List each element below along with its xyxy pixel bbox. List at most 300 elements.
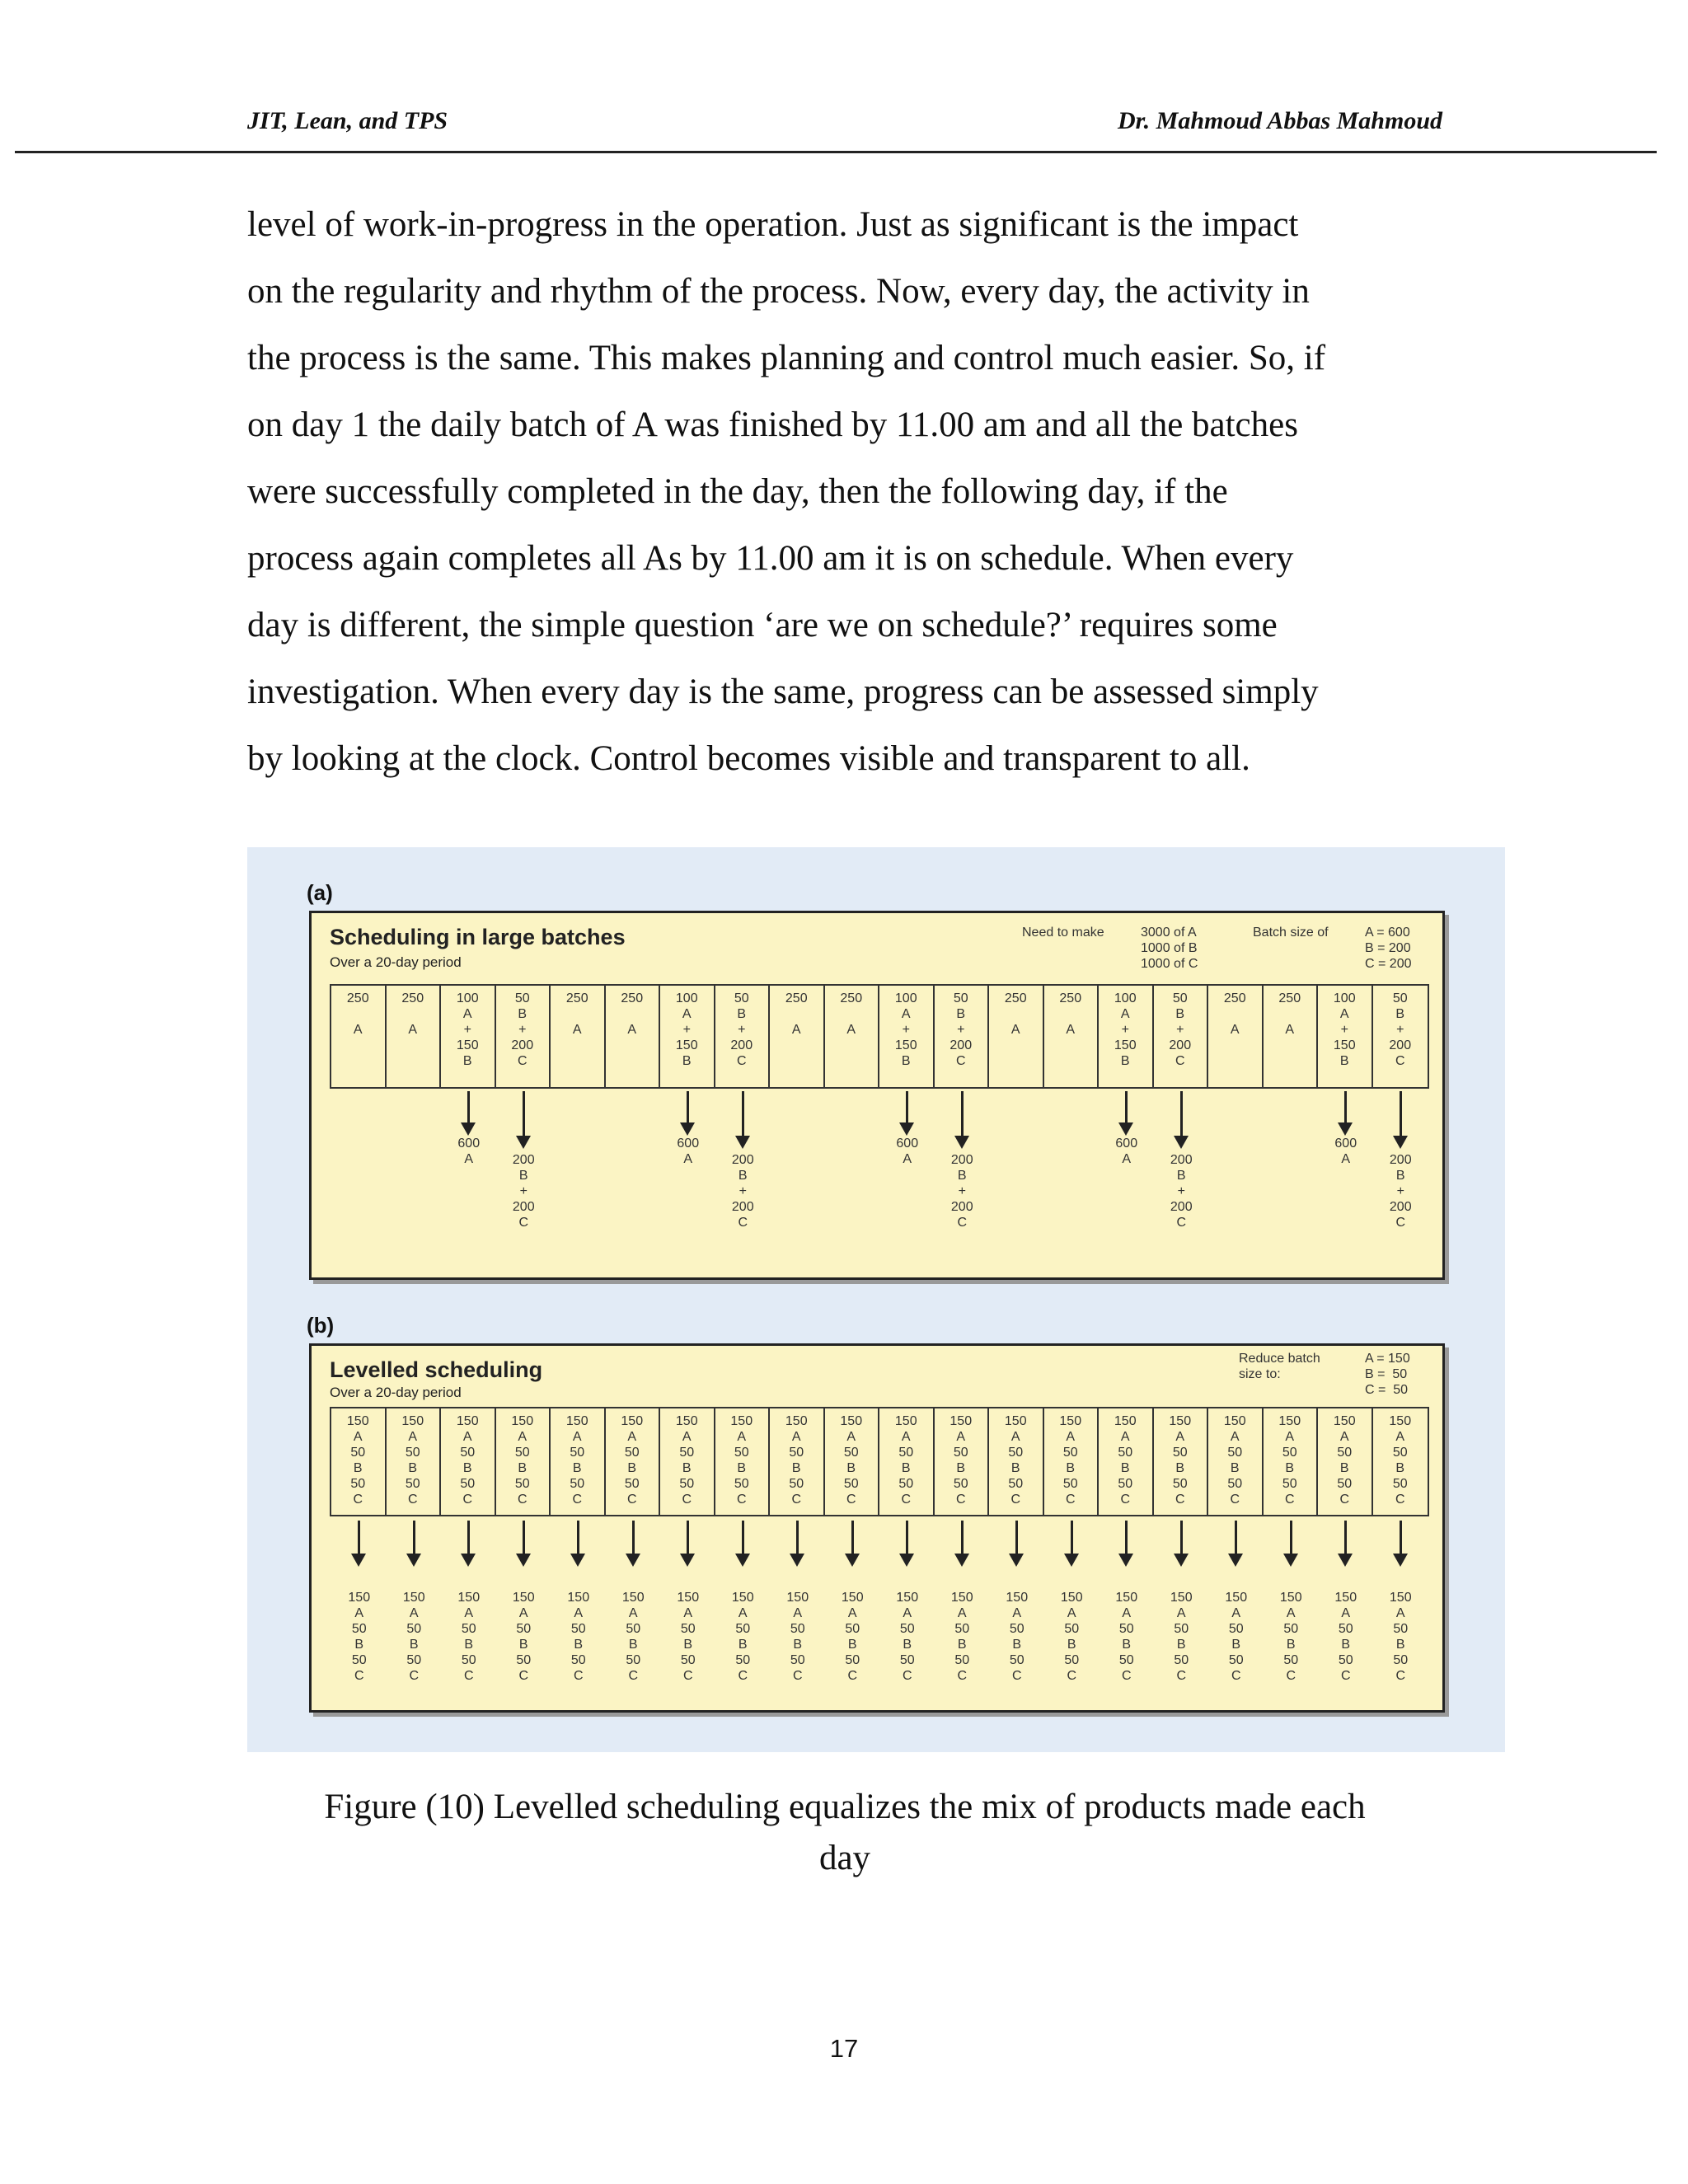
output-text: 50 [570, 1622, 586, 1636]
body-line: day is different, the simple question ‘are we on schedule?’ requires some [247, 606, 1278, 644]
output-text: 200 [950, 1153, 973, 1167]
down-arrow-icon [1125, 1091, 1128, 1124]
cell-text: + [902, 1023, 910, 1037]
output-text: 50 [461, 1653, 476, 1667]
panel-a-subtitle: Over a 20-day period [330, 954, 462, 970]
output-text: 50 [1174, 1622, 1189, 1636]
cell-text: 100 [675, 991, 698, 1005]
cell-text: C [407, 1493, 418, 1507]
output-text: 50 [1393, 1653, 1409, 1667]
levelled-output [1156, 1590, 1206, 1684]
output-text: A [354, 1606, 364, 1620]
output-text: 200 [731, 1200, 754, 1214]
output-text: 50 [1338, 1653, 1353, 1667]
cell-text: + [1121, 1023, 1129, 1037]
cell-text: 50 [1172, 991, 1188, 1005]
output-text: C [1395, 1216, 1406, 1230]
output-text: B [683, 1638, 693, 1652]
cell-text: 250 [1278, 991, 1301, 1005]
reduce-batch-values: A = 150 B = 50 C = 50 [1365, 1352, 1410, 1397]
cell-text: B [1175, 1007, 1185, 1021]
output-text: A [1231, 1606, 1241, 1620]
body-line: investigation. When every day is the same, progress can be assessed simply [247, 673, 1319, 711]
panel-b-outputs [312, 1346, 1442, 1710]
cell-text: 250 [346, 991, 369, 1005]
levelled-output [554, 1590, 603, 1684]
output-text: + [738, 1184, 747, 1198]
output-text: B [738, 1638, 748, 1652]
cell-text: 150 [1004, 1414, 1027, 1428]
down-arrow-icon [1180, 1521, 1183, 1555]
output-text: A [1395, 1606, 1405, 1620]
cell-text: + [518, 1023, 527, 1037]
output-text: 150 [1334, 1591, 1357, 1605]
output-text: C [738, 1669, 748, 1683]
output-text: 50 [735, 1622, 751, 1636]
output-text: 50 [1283, 1653, 1299, 1667]
cell-text: C [955, 1493, 966, 1507]
cell-text: + [738, 1023, 746, 1037]
output-text: C [738, 1216, 748, 1230]
output-text: A [1067, 1606, 1076, 1620]
body-paragraph [247, 191, 1441, 792]
batch-output-bc [499, 1152, 548, 1230]
output-text: C [1176, 1669, 1187, 1683]
down-arrow-icon [1180, 1091, 1183, 1137]
caption-line: day [818, 1839, 871, 1877]
cell-text: B [682, 1054, 692, 1068]
output-text: 150 [457, 1591, 481, 1605]
output-text: A [738, 1606, 748, 1620]
body-line: process again completes all As by 11.00 am it is on schedule. When every [247, 539, 1294, 578]
cell-text: 50 [1227, 1477, 1243, 1491]
down-arrow-icon [906, 1091, 908, 1124]
cell-text: C [1230, 1493, 1240, 1507]
cell-text: B [1120, 1461, 1130, 1475]
cell-text: 50 [898, 1477, 914, 1491]
reduce-batch-label: Reduce batch size to: [1239, 1352, 1320, 1381]
down-arrow-icon [577, 1521, 579, 1555]
output-text: 50 [516, 1622, 532, 1636]
cell-text: A [737, 1430, 747, 1444]
output-text: 200 [1170, 1200, 1193, 1214]
output-text: 200 [950, 1200, 973, 1214]
levelled-output [1212, 1590, 1261, 1684]
cell-text: 250 [621, 991, 644, 1005]
down-arrow-icon [1344, 1521, 1347, 1555]
cell-text: 150 [565, 1414, 588, 1428]
cell-text: 150 [1059, 1414, 1082, 1428]
cell-text: A [1066, 1023, 1076, 1037]
figure-caption [247, 1782, 1442, 1884]
output-text: 50 [1009, 1653, 1025, 1667]
cell-text: 150 [894, 1038, 917, 1052]
cell-text: 250 [1004, 991, 1027, 1005]
output-text: B [354, 1638, 364, 1652]
levelled-output [499, 1590, 548, 1684]
output-text: C [902, 1669, 912, 1683]
down-arrow-icon [906, 1521, 908, 1555]
cell-text: C [1175, 1493, 1185, 1507]
output-text: 150 [1170, 1591, 1193, 1605]
cell-text: 50 [898, 1446, 914, 1460]
cell-text: 150 [675, 1038, 698, 1052]
output-text: B [1395, 1638, 1405, 1652]
output-text: C [628, 1669, 639, 1683]
down-arrow-icon [1015, 1521, 1018, 1555]
output-text: B [628, 1638, 638, 1652]
cell-text: C [1284, 1493, 1295, 1507]
cell-text: A [353, 1023, 363, 1037]
cell-text: B [1339, 1461, 1349, 1475]
down-arrow-icon [523, 1521, 525, 1555]
output-text: 200 [1389, 1200, 1412, 1214]
cell-text: A [1339, 1430, 1349, 1444]
output-text: B [1176, 1169, 1186, 1183]
batch-output-a [1102, 1136, 1151, 1167]
cell-text: C [517, 1054, 528, 1068]
batch-output-a [663, 1136, 713, 1167]
output-text: 150 [402, 1591, 425, 1605]
output-text: + [1177, 1184, 1185, 1198]
output-text: 200 [1170, 1153, 1193, 1167]
cell-text: B [1010, 1461, 1020, 1475]
output-text: 600 [1334, 1137, 1357, 1151]
panel-b-tag: (b) [307, 1313, 335, 1338]
batch-output-bc [1376, 1152, 1425, 1230]
cell-text: B [1395, 1007, 1405, 1021]
output-text: 150 [512, 1591, 535, 1605]
output-text: B [957, 1169, 967, 1183]
output-text: B [464, 1638, 474, 1652]
output-text: + [519, 1184, 528, 1198]
output-text: A [464, 1606, 474, 1620]
output-text: A [1122, 1606, 1132, 1620]
cell-text: B [1339, 1054, 1349, 1068]
output-text: 50 [1174, 1653, 1189, 1667]
cell-text: B [518, 1461, 528, 1475]
output-text: C [354, 1669, 364, 1683]
output-text: A [1341, 1606, 1351, 1620]
cell-text: 50 [843, 1477, 859, 1491]
down-arrow-icon [742, 1521, 744, 1555]
output-text: C [1011, 1669, 1022, 1683]
output-text: C [957, 1669, 968, 1683]
cell-text: A [846, 1430, 856, 1444]
cell-text: 150 [785, 1414, 808, 1428]
output-text: A [1012, 1606, 1022, 1620]
output-text: A [628, 1606, 638, 1620]
cell-text: 150 [1389, 1414, 1412, 1428]
output-text: B [1341, 1638, 1351, 1652]
cell-text: 50 [734, 1446, 749, 1460]
batch-output-bc [718, 1152, 767, 1230]
cell-text: 50 [1337, 1446, 1353, 1460]
output-text: 150 [1225, 1591, 1248, 1605]
cell-text: 50 [789, 1477, 804, 1491]
cell-text: 50 [843, 1446, 859, 1460]
levelled-output [773, 1590, 823, 1684]
cell-text: 50 [953, 1477, 968, 1491]
output-text: C [847, 1669, 858, 1683]
cell-text: C [1175, 1054, 1185, 1068]
cell-text: 50 [1008, 1446, 1024, 1460]
output-text: 50 [1228, 1653, 1244, 1667]
output-text: B [903, 1638, 912, 1652]
output-text: 150 [677, 1591, 700, 1605]
cell-text: 150 [894, 1414, 917, 1428]
cell-text: C [517, 1493, 528, 1507]
cell-text: + [1340, 1023, 1348, 1037]
down-arrow-icon [1235, 1521, 1237, 1555]
cell-text: A [1120, 1430, 1130, 1444]
cell-text: A [901, 1007, 911, 1021]
panel-a-tag: (a) [307, 880, 333, 905]
cell-text: C [955, 1054, 966, 1068]
output-text: 50 [899, 1653, 915, 1667]
cell-text: A [682, 1430, 692, 1444]
cell-text: A [462, 1007, 472, 1021]
output-text: 50 [1393, 1622, 1409, 1636]
batch-output-a [883, 1136, 932, 1167]
header-author: Dr. Mahmoud Abbas Mahmoud [1117, 107, 1442, 134]
panel-b-subtitle: Over a 20-day period [330, 1385, 462, 1400]
cell-text: 50 [1282, 1477, 1297, 1491]
panel-b-title: Levelled scheduling [330, 1357, 543, 1382]
cell-text: 150 [1278, 1414, 1301, 1428]
cell-text: 50 [1392, 991, 1408, 1005]
cell-text: B [572, 1461, 582, 1475]
cell-text: A [682, 1007, 692, 1021]
cell-text: B [737, 1007, 747, 1021]
header-book-title: JIT, Lean, and TPS [247, 107, 448, 134]
cell-text: B [1066, 1461, 1076, 1475]
cell-text: 150 [950, 1414, 973, 1428]
panel-a-large-batches [309, 911, 1445, 1280]
output-text: A [1341, 1152, 1351, 1166]
cell-text: C [462, 1493, 473, 1507]
output-text: 50 [1283, 1622, 1299, 1636]
body-line: on the regularity and rhythm of the process. Now, every day, the activity in [247, 272, 1310, 311]
output-text: 150 [1006, 1591, 1029, 1605]
output-text: B [1286, 1638, 1296, 1652]
output-text: C [957, 1216, 968, 1230]
output-text: C [409, 1669, 420, 1683]
levelled-output [1321, 1590, 1371, 1684]
cell-text: 50 [624, 1477, 640, 1491]
cell-text: A [1066, 1430, 1076, 1444]
output-text: 50 [570, 1653, 586, 1667]
levelled-output [1376, 1590, 1425, 1684]
output-text: A [683, 1152, 693, 1166]
cell-text: 50 [1392, 1446, 1408, 1460]
cell-text: A [791, 1430, 801, 1444]
cell-text: 50 [1062, 1477, 1078, 1491]
output-text: 50 [1009, 1622, 1025, 1636]
output-text: C [1231, 1669, 1241, 1683]
cell-text: 100 [894, 991, 917, 1005]
levelled-output [1102, 1590, 1151, 1684]
down-arrow-icon [1071, 1521, 1073, 1555]
cell-text: C [626, 1493, 637, 1507]
cell-text: + [957, 1023, 965, 1037]
body-line: on day 1 the daily batch of A was finished by 11.00 am and all the batches [247, 405, 1298, 444]
levelled-output [883, 1590, 932, 1684]
output-text: 50 [680, 1653, 696, 1667]
cell-text: A [627, 1430, 637, 1444]
levelled-output [937, 1590, 987, 1684]
cell-text: 150 [1169, 1414, 1192, 1428]
output-text: C [518, 1216, 529, 1230]
down-arrow-icon [961, 1521, 964, 1555]
levelled-output [718, 1590, 767, 1684]
cell-text: B [901, 1461, 911, 1475]
cell-text: 50 [734, 1477, 749, 1491]
down-arrow-icon [851, 1521, 854, 1555]
output-text: 50 [626, 1653, 641, 1667]
output-text: 600 [1115, 1137, 1138, 1151]
panel-a-outputs [312, 913, 1442, 1277]
body-line: level of work-in-progress in the operation. Just as significant is the impact [247, 205, 1299, 244]
down-arrow-icon [523, 1091, 525, 1137]
output-text: B [1395, 1169, 1405, 1183]
output-text: 50 [1064, 1622, 1080, 1636]
output-text: B [1176, 1638, 1186, 1652]
cell-text: 50 [460, 1477, 476, 1491]
levelled-output [1047, 1590, 1096, 1684]
cell-text: 50 [734, 991, 749, 1005]
cell-text: 250 [401, 991, 424, 1005]
down-arrow-icon [632, 1521, 635, 1555]
output-text: C [1121, 1669, 1132, 1683]
cell-text: 50 [679, 1446, 695, 1460]
output-text: C [1067, 1669, 1077, 1683]
output-text: C [573, 1669, 584, 1683]
cell-text: 150 [346, 1414, 369, 1428]
output-text: + [958, 1184, 966, 1198]
down-arrow-icon [796, 1521, 799, 1555]
output-text: 150 [348, 1591, 371, 1605]
down-arrow-icon [467, 1521, 470, 1555]
output-text: 150 [1279, 1591, 1302, 1605]
output-text: 50 [1228, 1622, 1244, 1636]
cell-text: 200 [950, 1038, 973, 1052]
output-text: 50 [406, 1622, 422, 1636]
cell-text: 50 [405, 1446, 420, 1460]
levelled-output [828, 1590, 877, 1684]
cell-text: B [353, 1461, 363, 1475]
cell-text: 150 [1333, 1038, 1356, 1052]
down-arrow-icon [742, 1091, 744, 1137]
cell-text: B [1285, 1461, 1295, 1475]
output-text: 50 [406, 1653, 422, 1667]
output-text: 200 [512, 1200, 535, 1214]
cell-text: A [1010, 1430, 1020, 1444]
output-text: B [1012, 1638, 1022, 1652]
output-text: C [1395, 1669, 1406, 1683]
cell-text: A [353, 1430, 363, 1444]
batch-output-bc [1156, 1152, 1206, 1230]
cell-text: A [572, 1430, 582, 1444]
down-arrow-icon [1290, 1521, 1292, 1555]
cell-text: A [1120, 1007, 1130, 1021]
cell-text: 150 [1114, 1414, 1137, 1428]
output-text: 50 [790, 1653, 805, 1667]
output-text: B [793, 1638, 803, 1652]
cell-text: 50 [514, 1477, 530, 1491]
cell-text: C [1395, 1493, 1405, 1507]
cell-text: 50 [570, 1477, 585, 1491]
levelled-output [335, 1590, 384, 1684]
output-text: A [1286, 1606, 1296, 1620]
cell-text: B [737, 1461, 747, 1475]
cell-text: 250 [1059, 991, 1082, 1005]
cell-text: 50 [953, 1446, 968, 1460]
output-text: A [903, 1606, 912, 1620]
output-text: 50 [461, 1622, 476, 1636]
need-to-make-values: 3000 of A 1000 of B 1000 of C [1141, 926, 1198, 971]
output-text: 50 [680, 1622, 696, 1636]
cell-text: A [1175, 1430, 1185, 1444]
cell-text: B [518, 1007, 528, 1021]
output-text: 50 [516, 1653, 532, 1667]
cell-text: 50 [514, 1446, 530, 1460]
cell-text: 50 [1008, 1477, 1024, 1491]
cell-text: 150 [401, 1414, 424, 1428]
cell-text: A [1339, 1007, 1349, 1021]
cell-text: A [518, 1430, 528, 1444]
cell-text: 50 [514, 991, 530, 1005]
cell-text: 50 [1392, 1477, 1408, 1491]
output-text: C [1286, 1669, 1296, 1683]
cell-text: 50 [350, 1477, 366, 1491]
output-text: 150 [896, 1591, 919, 1605]
cell-text: C [1010, 1493, 1021, 1507]
cell-text: B [462, 1461, 472, 1475]
cell-text: 50 [1118, 1446, 1133, 1460]
output-text: B [409, 1638, 419, 1652]
output-text: 50 [1064, 1653, 1080, 1667]
cell-text: B [1395, 1461, 1405, 1475]
output-text: A [1122, 1152, 1132, 1166]
panel-a-title: Scheduling in large batches [330, 925, 626, 949]
cell-text: 50 [1337, 1477, 1353, 1491]
down-arrow-icon [687, 1521, 689, 1555]
cell-text: 50 [1172, 1446, 1188, 1460]
output-text: 50 [351, 1622, 367, 1636]
output-text: 200 [731, 1153, 754, 1167]
output-text: 600 [896, 1137, 919, 1151]
output-text: 50 [954, 1653, 970, 1667]
cell-text: A [627, 1023, 637, 1037]
cell-text: 150 [1223, 1414, 1246, 1428]
cell-text: C [736, 1054, 747, 1068]
cell-text: 50 [405, 1477, 420, 1491]
output-text: B [957, 1638, 967, 1652]
cell-text: 50 [624, 1446, 640, 1460]
cell-text: 100 [1114, 991, 1137, 1005]
cell-text: 150 [456, 1038, 479, 1052]
output-text: 200 [1389, 1153, 1412, 1167]
need-to-make-label: Need to make [1022, 926, 1104, 940]
batch-size-label: Batch size of [1253, 926, 1329, 940]
cell-text: C [901, 1493, 912, 1507]
down-arrow-icon [687, 1091, 689, 1124]
cell-text: 100 [1333, 991, 1356, 1005]
cell-text: B [408, 1461, 418, 1475]
cell-text: A [408, 1023, 418, 1037]
output-text: 200 [512, 1153, 535, 1167]
